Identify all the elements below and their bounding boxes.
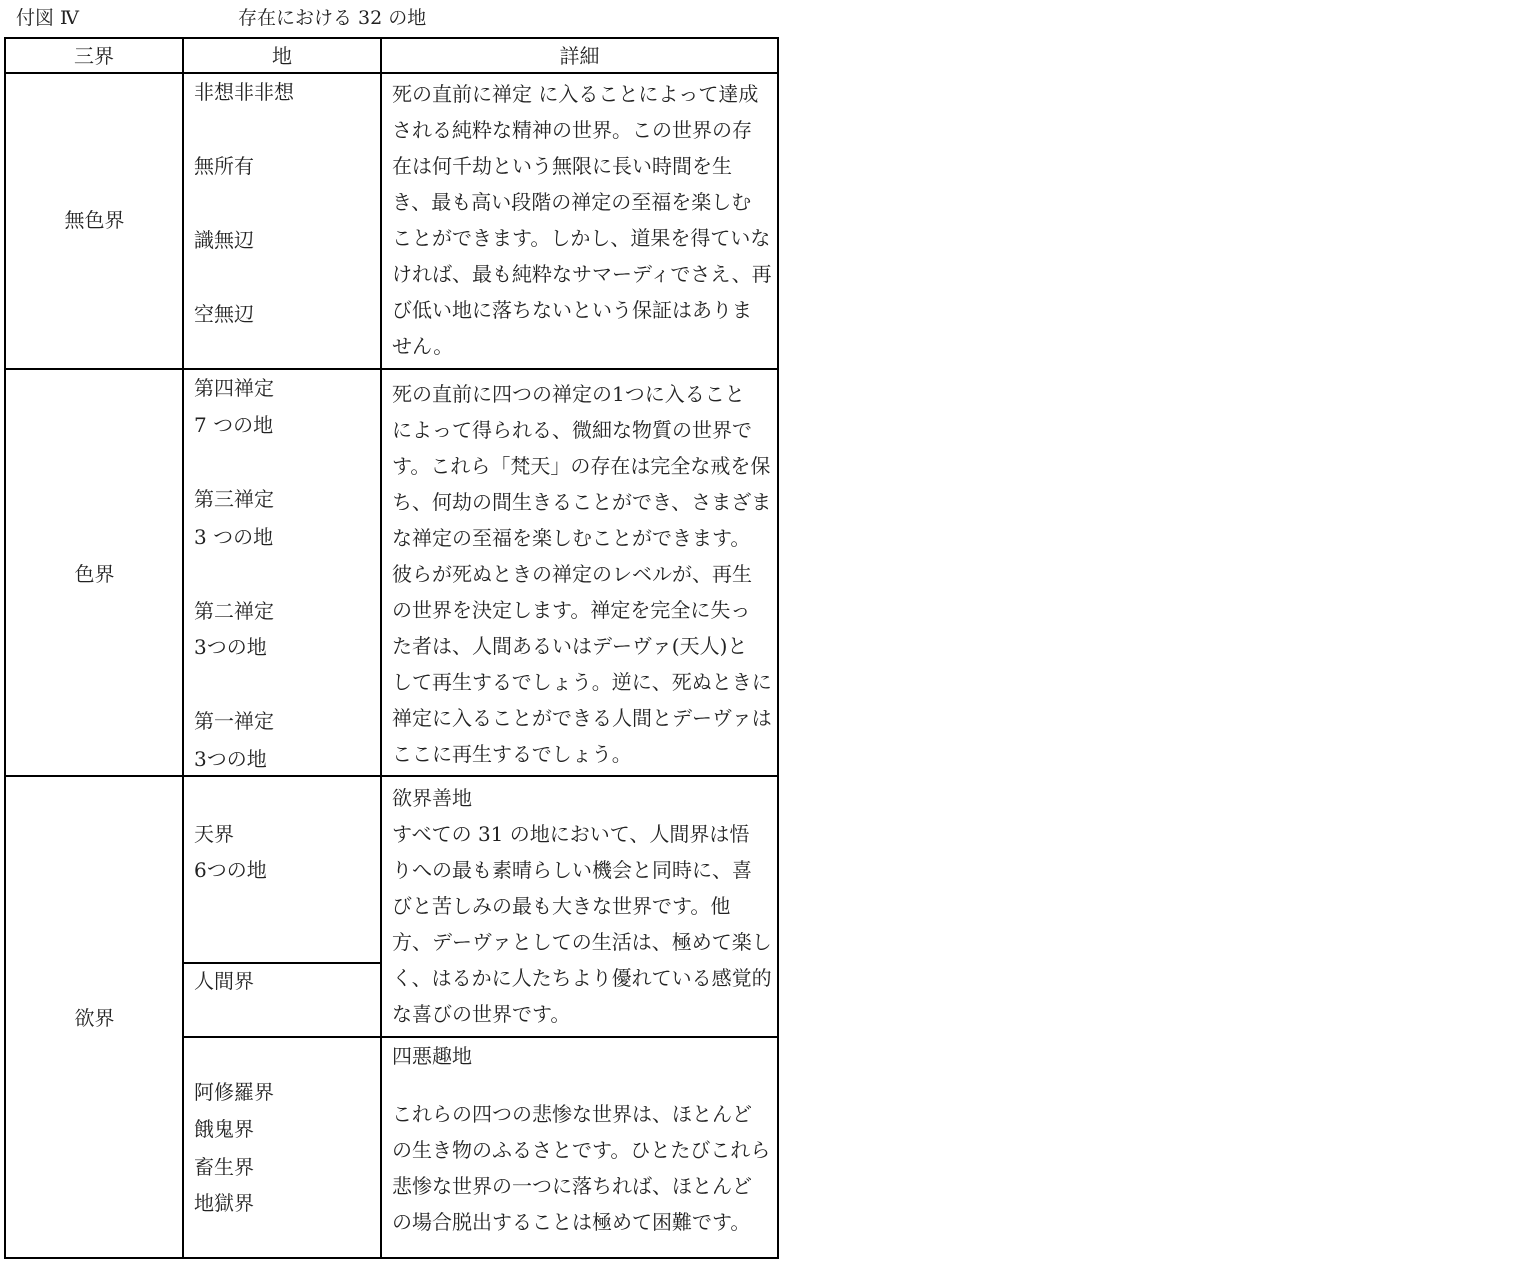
plane-neither-perception: 非想非非想 [194, 80, 294, 104]
header-realm: 三界 [74, 44, 114, 68]
row-divider-1 [4, 368, 779, 370]
plane-first-jhana: 第一禅定 [194, 709, 274, 733]
detail-line: ち、何劫の間生きることができ、さまざま [392, 490, 772, 514]
header-detail: 詳細 [559, 44, 600, 68]
table-border-right [777, 37, 779, 1259]
plane-first-jhana-count: 3つの地 [194, 747, 267, 771]
plane-hungry-ghost-realm: 餓鬼界 [194, 1117, 254, 1141]
header-divider [4, 72, 779, 74]
table-border-top [4, 37, 779, 39]
detail-line: ければ、最も純粋なサマーディでさえ、再 [392, 262, 772, 286]
detail-line: す。これら「梵天」の存在は完全な戒を保 [392, 454, 771, 478]
realm-sensual: 欲界 [74, 1006, 115, 1030]
detail-spacer [392, 1074, 776, 1096]
detail-line: ここに再生するでしょう。 [392, 742, 632, 766]
detail-line: によって得られる、微細な物質の世界で [392, 418, 752, 442]
detail-line: の生き物のふるさとです。ひとたびこれら [392, 1138, 771, 1162]
realm-formless: 無色界 [64, 208, 125, 232]
detail-line: ことができます。しかし、道果を得ていな [392, 226, 771, 250]
column-divider-1 [182, 37, 184, 1259]
plane-third-jhana-count: 3 つの地 [194, 525, 274, 549]
detail-line: りへの最も素晴らしい機会と同時に、喜 [392, 858, 752, 882]
detail-heading: 欲界善地 [392, 786, 472, 810]
plane-animal-realm: 畜生界 [194, 1155, 254, 1179]
plane-second-jhana-count: 3つの地 [194, 635, 267, 659]
detail-line: 禅定に入ることができる人間とデーヴァは [392, 706, 772, 730]
plane-deva-realm: 天界 [194, 822, 234, 846]
detail-line: 方、デーヴァとしての生活は、極めて楽し [392, 930, 772, 954]
plane-hell-realm: 地獄界 [194, 1191, 254, 1215]
plane-third-jhana: 第三禅定 [194, 487, 274, 511]
detail-line: びと苦しみの最も大きな世界です。他 [392, 894, 731, 918]
detail-line: た者は、人間あるいはデーヴァ(天人)と [392, 634, 748, 658]
plane-fourth-jhana: 第四禅定 [194, 376, 274, 400]
detail-formless [392, 76, 776, 364]
detail-form [392, 376, 776, 772]
plane-deva-realm-count: 6つの地 [194, 858, 267, 882]
subrow-divider-human [182, 962, 382, 964]
detail-line: せん。 [392, 334, 454, 358]
figure-label: 付図 Ⅳ [16, 7, 80, 29]
detail-line: 死の直前に禅定 に入ることによって達成 [392, 82, 759, 106]
table-border-left [4, 37, 6, 1259]
plane-infinite-space: 空無辺 [194, 302, 254, 326]
detail-line: これらの四つの悲惨な世界は、ほとんど [392, 1102, 752, 1126]
column-divider-2 [380, 37, 382, 1259]
table-border-bottom [4, 1257, 779, 1259]
detail-line: な喜びの世界です。 [392, 1002, 571, 1026]
detail-line: く、はるかに人たちより優れている感覚的 [392, 966, 772, 990]
plane-human-realm: 人間界 [194, 969, 254, 993]
realm-form: 色界 [74, 562, 115, 586]
figure-title: 存在における 32 の地 [238, 7, 427, 29]
plane-fourth-jhana-count: 7 つの地 [194, 413, 274, 437]
detail-line: 死の直前に四つの禅定の1つに入ること [392, 382, 745, 406]
detail-line: な禅定の至福を楽しむことができます。 [392, 526, 751, 550]
header-plane: 地 [272, 44, 292, 68]
detail-woeful-states [392, 1038, 776, 1240]
row-divider-2 [4, 775, 779, 777]
detail-line: き、最も高い段階の禅定の至福を楽しむ [392, 190, 752, 214]
detail-line: び低い地に落ちないという保証はありま [392, 298, 752, 322]
plane-asura-realm: 阿修羅界 [194, 1080, 274, 1104]
detail-line: すべての 31 の地において、人間界は悟 [392, 822, 750, 846]
plane-second-jhana: 第二禅定 [194, 599, 274, 623]
detail-heading: 四悪趣地 [392, 1044, 472, 1068]
detail-line: 彼らが死ぬときの禅定のレベルが、再生 [392, 562, 752, 586]
plane-infinite-consciousness: 識無辺 [194, 228, 254, 252]
detail-line: 在は何千劫という無限に長い時間を生 [392, 154, 732, 178]
plane-nothingness: 無所有 [194, 154, 254, 178]
detail-line: の場合脱出することは極めて困難です。 [392, 1210, 751, 1234]
detail-line: される純粋な精神の世界。この世界の存 [392, 118, 752, 142]
detail-sensual-good [392, 780, 776, 1032]
detail-line: して再生するでしょう。逆に、死ぬときに [392, 670, 772, 694]
detail-line: の世界を決定します。禅定を完全に失っ [392, 598, 751, 622]
detail-line: 悲惨な世界の一つに落ちれば、ほとんど [392, 1174, 752, 1198]
